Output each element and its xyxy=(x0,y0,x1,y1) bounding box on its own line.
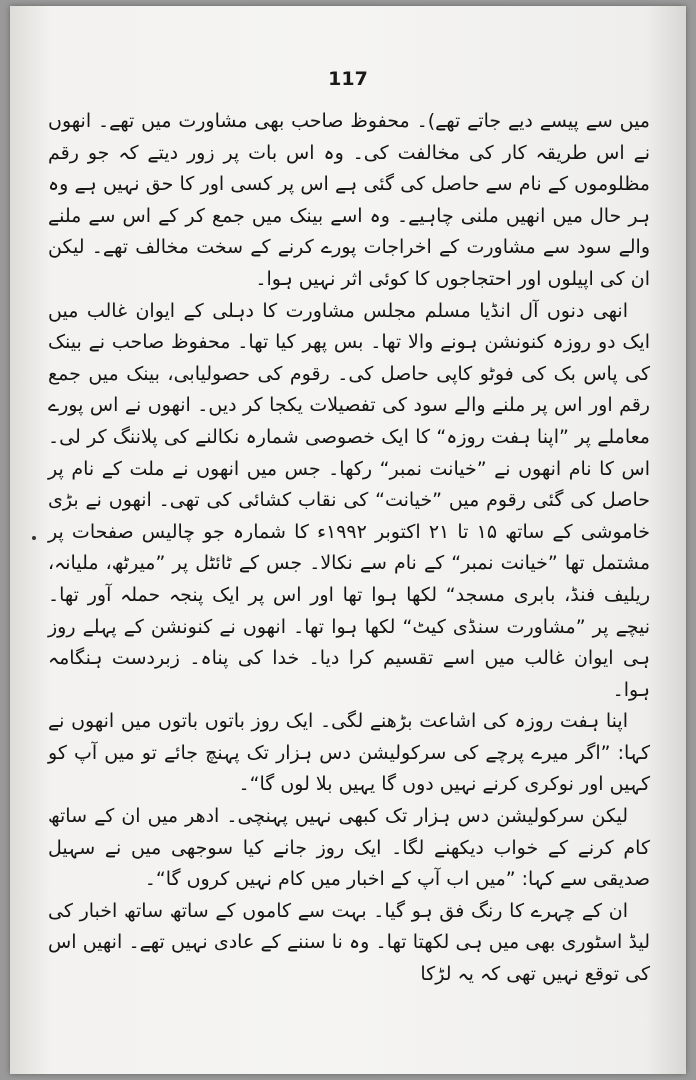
paragraph-2: انھی دنوں آل انڈیا مسلم مجلس مشاورت کا دہلی کے ایوان غالب میں ایک دو روزہ کنونشن ہونے والا تھا۔ بس پھر کیا تھا۔ محفوظ صاحب نے بینک کی پاس بک کی فوٹو کاپی حاصل کی۔ رقوم کی حصولیابی، بینک میں جمع رقم اور اس پر ملنے والے سود کی تفصیلات یکجا کر دیں۔ انھوں نے اس پورے معاملے پر ”اپنا ہفت روزہ“ کا ایک خصوصی شمارہ نکالنے کی پلاننگ کر لی۔ اس کا نام انھوں نے ”خیانت نمبر“ رکھا۔ جس میں انھوں نے ملت کے نام پر حاصل کی گئی رقوم میں ”خیانت“ کی نقاب کشائی کی تھی۔ انھوں نے بڑی خاموشی کے ساتھ ۱۵ تا ۲۱ اکتوبر ۱۹۹۲ء کا شمارہ جو چالیس صفحات پر مشتمل تھا ”خیانت نمبر“ کے نام سے نکالا۔ جس کے ٹائٹل پر ”میرٹھ، ملیانہ، ریلیف فنڈ، بابری مسجد“ لکھا ہوا تھا اور اس پر ایک پنجہ حملہ آور تھا۔ نیچے پر ”مشاورت سنڈی کیٹ“ لکھا ہوا تھا۔ انھوں نے کنونشن کے پہلے روز ہی ایوان غالب میں اسے تقسیم کرا دیا۔ خدا کی پناہ۔ زبردست ہنگامہ ہوا۔ xyxy=(48,299,650,701)
page-number: 117 xyxy=(328,68,368,90)
margin-dot xyxy=(32,536,36,540)
paragraph-5: ان کے چہرے کا رنگ فق ہو گیا۔ بہت سے کاموں کے ساتھ ساتھ اخبار کی لیڈ اسٹوری بھی میں ہی لکھتا تھا۔ وہ نا سننے کے عادی نہیں تھے۔ انھیں اس کی توقع نہیں تھی کہ یہ لڑکا xyxy=(48,899,650,986)
book-page xyxy=(10,6,686,1074)
paragraph-1: میں سے پیسے دیے جاتے تھے)۔ محفوظ صاحب بھی مشاورت میں تھے۔ انھوں نے اس طریقہ کار کی مخالفت کی۔ وہ اس بات پر زور دیتے کہ جو رقم مظلوموں کے نام سے حاصل کی گئی ہے اس پر کسی اور کا حق نہیں ہے وہ ہر حال میں انھیں ملنی چاہیے۔ وہ اسے بینک میں جمع کر کے اس سے ملنے والے سود سے مشاورت کے اخراجات پورے کرنے کے سخت مخالف تھے۔ لیکن ان کی اپیلوں اور احتجاجوں کا کوئی اثر نہیں ہوا۔ xyxy=(48,110,650,290)
page-body-text xyxy=(48,106,650,991)
paragraph-4: لیکن سرکولیشن دس ہزار تک کبھی نہیں پہنچی۔ ادھر میں ان کے ساتھ کام کرنے کے خواب دیکھنے لگا۔ ایک روز جانے کیا سوجھی میں نے سہیل صدیقی سے کہا: ”میں اب آپ کے اخبار میں کام نہیں کروں گا“۔ xyxy=(48,805,650,891)
paragraph-3: اپنا ہفت روزہ کی اشاعت بڑھنے لگی۔ ایک روز باتوں باتوں میں انھوں نے کہا: ”اگر میرے پرچے کی سرکولیشن دس ہزار تک پہنچ جائے تو میں آپ کو کہیں اور نوکری کرنے نہیں دوں گا یہیں بلا لوں گا“۔ xyxy=(48,710,650,796)
